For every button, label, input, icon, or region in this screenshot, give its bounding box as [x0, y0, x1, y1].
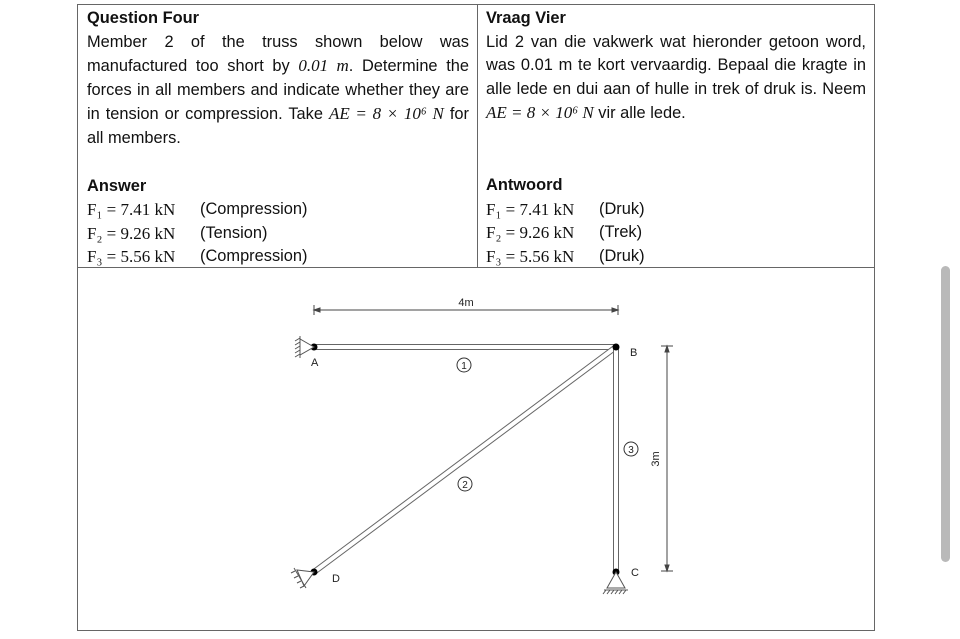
answer-type: (Trek) — [599, 223, 643, 242]
answer-row — [87, 222, 469, 246]
shortening-value: 0.01 m — [298, 56, 349, 76]
question-heading: Question Four — [87, 9, 199, 27]
support-d-icon — [291, 568, 314, 588]
height-dimension — [661, 346, 673, 571]
joint-b-label: B — [630, 347, 638, 359]
truss-diagram — [78, 268, 874, 630]
joint-d-label: D — [332, 573, 340, 585]
question-heading: Vraag Vier — [486, 9, 566, 27]
answer-heading: Answer — [87, 176, 147, 195]
answer-type: (Compression) — [200, 200, 308, 219]
answer-equation: F₃ = 5.56 kN — [486, 246, 575, 266]
answer-row — [486, 221, 866, 245]
answer-type: (Druk) — [599, 199, 645, 218]
support-c-icon — [603, 572, 628, 594]
svg-text:2: 2 — [462, 480, 468, 491]
joint-b-pin — [613, 344, 620, 351]
member-2 — [314, 347, 616, 572]
answer-equation: F₁ = 7.41 kN — [486, 199, 575, 219]
answer-equation: F₂ = 9.26 kN — [87, 223, 176, 243]
answer-equation: F₃ = 5.56 kN — [87, 247, 176, 267]
ae-value: AE = 8 × 10⁶ N — [486, 103, 594, 123]
question-body: Lid 2 van die vakwerk wat hieronder getoon word, was 0.01 m te kort vervaardig. Bepaal die kragte in alle lede en dui aan of hulle in trek of druk is. Neem AE = 8 × 10⁶ N vir alle lede. — [486, 32, 866, 123]
answer-row — [87, 245, 469, 269]
question-body: Member 2 of the truss shown below was manufactured too short by 0.01 m. Determine the forces in all members and indicate whether they are in tension or compression. Take AE = 8 × 10⁶ N for all members. — [87, 32, 469, 147]
answer-type: (Tension) — [200, 223, 268, 242]
afrikaans-question-cell — [478, 5, 874, 267]
member-3-badge — [624, 442, 638, 456]
answer-heading: Antwoord — [486, 175, 563, 194]
question-table — [77, 4, 875, 631]
answer-equation: F₂ = 9.26 kN — [486, 223, 575, 243]
ae-value: AE = 8 × 10⁶ N — [328, 104, 444, 124]
answer-equation: F₁ = 7.41 kN — [87, 200, 176, 220]
english-question-cell — [78, 5, 477, 267]
svg-text:3: 3 — [628, 445, 634, 456]
joint-c-label: C — [631, 567, 639, 579]
answer-row — [486, 198, 866, 222]
vertical-scrollbar[interactable] — [941, 266, 950, 562]
member-2-badge — [458, 477, 472, 491]
joint-a-label: A — [311, 357, 319, 369]
member-1-badge — [457, 358, 471, 372]
answer-row — [87, 198, 469, 222]
support-a-icon — [295, 336, 314, 358]
height-label: 3m — [650, 451, 662, 467]
span-label: 4m — [458, 297, 474, 309]
answer-type: (Compression) — [200, 247, 308, 266]
answer-type: (Druk) — [599, 246, 645, 265]
answer-row — [486, 245, 866, 269]
svg-text:1: 1 — [461, 361, 467, 372]
